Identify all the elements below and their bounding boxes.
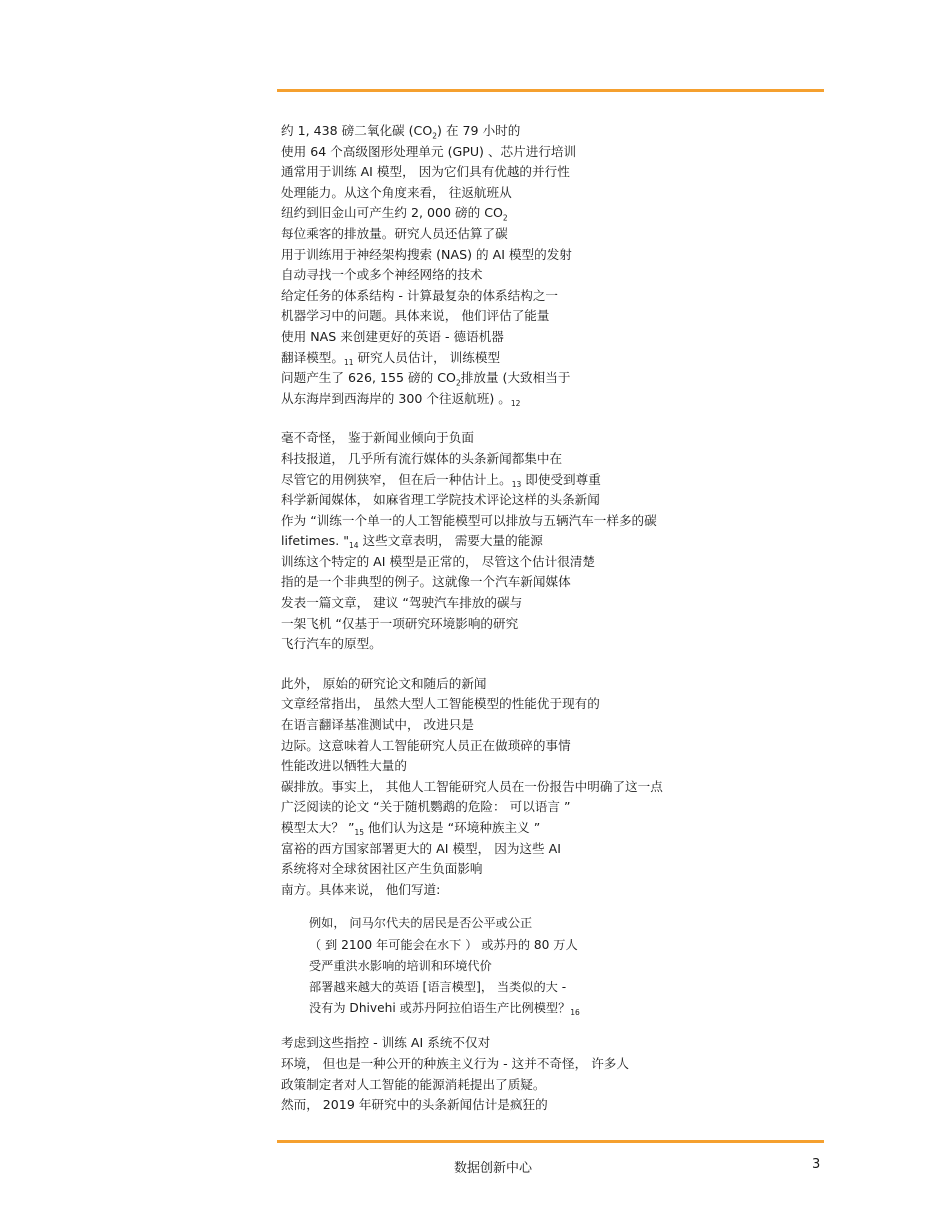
line-text: 边际。这意味着人工智能研究人员正在做琐碎的事情 bbox=[281, 737, 571, 753]
text-line bbox=[281, 777, 821, 798]
text-line bbox=[281, 1075, 821, 1096]
footer-org-name: 数据创新中心 bbox=[454, 1161, 533, 1176]
text-line bbox=[281, 736, 821, 757]
text-line bbox=[281, 674, 821, 695]
line-text: 纽约到旧金山可产生约 2, 000 磅的 CO bbox=[281, 205, 503, 221]
document-body bbox=[281, 121, 821, 1135]
text-line bbox=[281, 428, 821, 449]
footer-rule bbox=[277, 1140, 824, 1143]
line-text: 性能改进以牺牲大量的 bbox=[281, 758, 407, 774]
line-text: 在语言翻译基准测试中， 改进只是 bbox=[281, 717, 474, 733]
text-line bbox=[281, 142, 821, 163]
footnote-ref: 11 bbox=[343, 357, 354, 367]
line-text: 研究人员估计， 训练模型 bbox=[353, 349, 501, 365]
text-line bbox=[281, 715, 821, 736]
paragraph bbox=[281, 1033, 821, 1115]
line-text: 科学新闻媒体， 如麻省理工学院技术评论这样的头条新闻 bbox=[281, 492, 600, 508]
line-text: 考虑到这些指控 - 训练 AI 系统不仅对 bbox=[281, 1035, 491, 1051]
line-text: 他们认为这是 “环境种族主义 ” bbox=[364, 820, 541, 835]
text-line bbox=[281, 511, 821, 532]
line-text: 作为 “训练一个单一的人工智能模型可以排放与五辆汽车一样多的碳 bbox=[281, 512, 657, 528]
paragraph bbox=[281, 121, 821, 409]
paragraph bbox=[281, 674, 821, 901]
footnote-ref: 16 bbox=[570, 1008, 580, 1018]
text-line bbox=[281, 593, 821, 614]
line-text: 文章经常指出， 虽然大型人工智能模型的性能优于现有的 bbox=[281, 696, 600, 712]
line-text: 问题产生了 626, 155 磅的 CO bbox=[281, 370, 456, 386]
text-line bbox=[281, 552, 821, 573]
text-line bbox=[281, 162, 821, 183]
line-text: 即使受到尊重 bbox=[521, 471, 601, 487]
footnote-ref: 12 bbox=[510, 398, 521, 408]
line-text: 环境， 但也是一种公开的种族主义行为 - 这并不奇怪， 许多人 bbox=[281, 1055, 629, 1071]
text-line bbox=[309, 935, 821, 956]
text-line bbox=[281, 694, 821, 715]
text-line bbox=[281, 490, 821, 511]
text-line bbox=[281, 797, 821, 818]
line-text: 这些文章表明， 需要大量的能源 bbox=[358, 533, 543, 549]
text-line bbox=[281, 572, 821, 593]
line-text: 碳排放。事实上， 其他人工智能研究人员在一份报告中明确了这一点 bbox=[281, 778, 663, 794]
line-text: 训练这个特定的 AI 模型是正常的， 尽管这个估计很清楚 bbox=[281, 553, 595, 569]
text-line bbox=[281, 818, 821, 839]
line-text: 此外， 原始的研究论文和随后的新闻 bbox=[281, 675, 487, 691]
line-text: （ 到 2100 年可能会在水下 ） 或苏丹的 80 万人 bbox=[309, 937, 578, 952]
text-line bbox=[281, 614, 821, 635]
line-text: 模型太大？ ” bbox=[281, 820, 355, 835]
text-line bbox=[281, 880, 821, 901]
text-line bbox=[281, 1054, 821, 1075]
line-text: 机器学习中的问题。具体来说， 他们评估了能量 bbox=[281, 308, 550, 324]
subscript: 2 bbox=[432, 131, 438, 141]
text-line bbox=[281, 121, 821, 142]
line-text: lifetimes. " bbox=[281, 533, 349, 549]
line-text: 尽管它的用例狭窄， 但在后一种估计上。 bbox=[281, 471, 512, 487]
text-line bbox=[281, 183, 821, 204]
line-text: 使用 NAS 来创建更好的英语 - 德语机器 bbox=[281, 328, 504, 344]
text-line bbox=[281, 389, 821, 410]
line-text: 例如， 问马尔代夫的居民是否公平或公正 bbox=[309, 916, 533, 931]
line-text: 飞行汽车的原型。 bbox=[281, 636, 382, 652]
line-text: ) 在 79 小时的 bbox=[437, 123, 521, 138]
text-line bbox=[281, 286, 821, 307]
text-line bbox=[309, 956, 821, 977]
text-line bbox=[281, 449, 821, 470]
line-text: 系统将对全球贫困社区产生负面影响 bbox=[281, 861, 483, 877]
text-line bbox=[281, 348, 821, 369]
line-text: 通常用于训练 AI 模型， 因为它们具有优越的并行性 bbox=[281, 164, 570, 180]
line-text: 广泛阅读的论文 “关于随机鹦鹉的危险： 可以语言 ” bbox=[281, 799, 571, 815]
page-number: 3 bbox=[812, 1157, 821, 1172]
line-text: 然而， 2019 年研究中的头条新闻估计是疯狂的 bbox=[281, 1097, 548, 1113]
header-rule bbox=[277, 89, 824, 92]
line-text: 排放量 (大致相当于 bbox=[460, 370, 571, 386]
line-text: 富裕的西方国家部署更大的 AI 模型， 因为这些 AI bbox=[281, 840, 561, 856]
footnote-ref: 13 bbox=[511, 479, 522, 489]
text-line bbox=[309, 998, 821, 1019]
text-line bbox=[309, 913, 821, 934]
footnote-ref: 15 bbox=[354, 828, 365, 837]
block-quote bbox=[281, 913, 821, 1019]
text-line bbox=[281, 245, 821, 266]
footnote-ref: 14 bbox=[349, 541, 359, 551]
text-line bbox=[281, 634, 821, 655]
text-line bbox=[281, 756, 821, 777]
subscript: 2 bbox=[502, 213, 508, 223]
line-text: 自动寻找一个或多个神经网络的技术 bbox=[281, 267, 483, 283]
line-text: 受严重洪水影响的培训和环境代价 bbox=[309, 958, 492, 973]
line-text: 给定任务的体系结构 - 计算最复杂的体系结构之一 bbox=[281, 287, 559, 303]
paragraph bbox=[281, 428, 821, 655]
line-text: 约 1, 438 磅二氧化碳 (CO bbox=[281, 123, 433, 138]
line-text: 没有为 Dhivehi 或苏丹阿拉伯语生产比例模型？ bbox=[309, 1001, 571, 1016]
line-text: 政策制定者对人工智能的能源消耗提出了质疑。 bbox=[281, 1076, 546, 1092]
line-text: 翻译模型。 bbox=[281, 349, 344, 365]
text-line bbox=[281, 470, 821, 491]
text-line bbox=[281, 1095, 821, 1116]
line-text: 毫不奇怪， 鉴于新闻业倾向于负面 bbox=[281, 430, 474, 446]
text-line bbox=[281, 859, 821, 880]
text-line bbox=[281, 368, 821, 389]
text-line bbox=[281, 224, 821, 245]
text-line bbox=[281, 327, 821, 348]
line-text: 部署越来越大的英语 [语言模型]， 当类似的大 - bbox=[309, 979, 567, 994]
line-text: 一架飞机 “仅基于一项研究环境影响的研究 bbox=[281, 615, 519, 631]
subscript: 2 bbox=[455, 378, 461, 388]
line-text: 指的是一个非典型的例子。这就像一个汽车新闻媒体 bbox=[281, 574, 571, 590]
line-text: 使用 64 个高级图形处理单元 (GPU) 、芯片进行培训 bbox=[281, 143, 577, 159]
line-text: 每位乘客的排放量。研究人员还估算了碳 bbox=[281, 225, 508, 241]
text-line bbox=[281, 203, 821, 224]
text-line bbox=[281, 1033, 821, 1054]
line-text: 从东海岸到西海岸的 300 个往返航班) 。 bbox=[281, 390, 511, 406]
text-line bbox=[281, 531, 821, 552]
line-text: 南方。具体来说， 他们写道: bbox=[281, 881, 441, 897]
line-text: 发表一篇文章， 建议 “驾驶汽车排放的碳与 bbox=[281, 595, 523, 611]
text-line bbox=[281, 839, 821, 860]
line-text: 用于训练用于神经架构搜索 (NAS) 的 AI 模型的发射 bbox=[281, 246, 572, 262]
text-line bbox=[309, 977, 821, 998]
line-text: 科技报道， 几乎所有流行媒体的头条新闻都集中在 bbox=[281, 450, 563, 466]
text-line bbox=[281, 265, 821, 286]
line-text: 处理能力。从这个角度来看， 往返航班从 bbox=[281, 184, 512, 200]
text-line bbox=[281, 306, 821, 327]
